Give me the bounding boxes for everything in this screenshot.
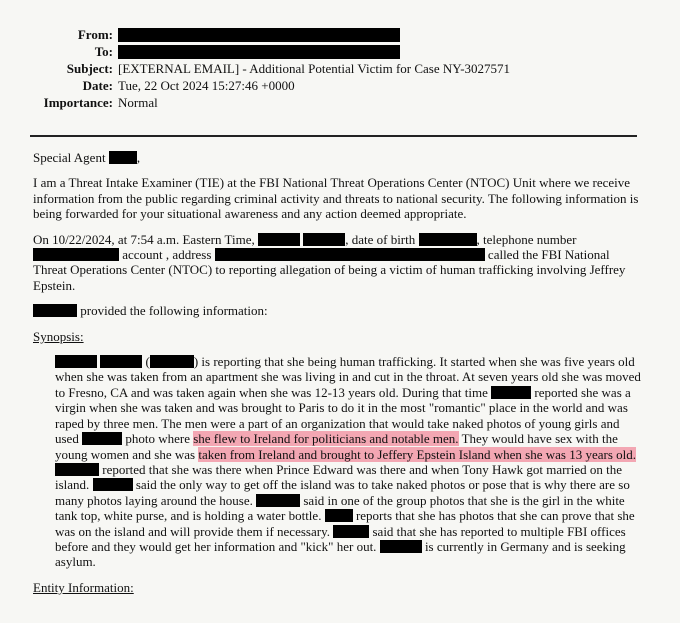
salutation-text: Special Agent [33, 150, 106, 165]
salutation-end: , [136, 150, 141, 165]
redaction-bar [215, 248, 485, 261]
syn-text-7: said the only way to get off the island was to take naked photos or pose that is why there are so many photos laying around the house. [55, 477, 630, 508]
to-row [0, 43, 680, 60]
redaction-bar [33, 248, 119, 261]
syn-text-3: reported she was a virgin when she was taken and was brought to Paris to do it in the most "romantic" place in the world and was raped by three men. The men were a part of an organization that would take naked photos of young girls and used [55, 384, 631, 447]
provided-line [33, 303, 643, 318]
intro-paragraph: I am a Threat Intake Examiner (TIE) at the FBI National Threat Operations Center (NTOC) Unit where we receive information from the public regarding criminal activity and threats to national security. The following information is being forwarded for your situational awareness and any action deemed appropriate. [33, 175, 639, 222]
from-label: From: [77, 27, 113, 42]
syn-text-1: ( [145, 354, 150, 370]
date-row [0, 77, 680, 94]
call-text-a: On 10/22/2024, at 7:54 a.m. Eastern Time, [33, 231, 255, 247]
redaction-bar [491, 386, 531, 399]
redaction-bar [118, 28, 400, 42]
importance-value: Normal [118, 95, 158, 110]
subject-row [0, 60, 680, 77]
syn-text-11: is currently in Germany and is seeking asylum. [55, 538, 626, 570]
call-text-d: account , address [122, 247, 212, 263]
redaction-bar [258, 233, 300, 246]
syn-text-6: reported that she was there when Prince Edward was there and when Tony Hawk got married on the island. [55, 461, 623, 493]
header-divider [30, 135, 637, 137]
importance-label: Importance: [43, 95, 113, 110]
redaction-bar [303, 233, 345, 246]
redaction-bar [256, 494, 300, 507]
syn-text-10: said that she has reported to multiple FBI offices before and they would get her information and "kick" her out. [55, 523, 626, 554]
syn-text-8: said in one of the group photos that she is the girl in the white tank top, white purse, and is holding a water bottle. [55, 492, 625, 524]
highlighted-text: taken from Ireland and brought to Jeffery Epstein Island when she was 13 years old. [198, 446, 637, 462]
entity-heading: Entity Information: [33, 579, 134, 595]
redaction-bar [93, 478, 133, 491]
call-text-b: , date of birth [345, 231, 416, 247]
redaction-bar [33, 304, 77, 317]
subject-value: [EXTERNAL EMAIL] - Additional Potential Victim for Case NY-3027571 [118, 61, 511, 76]
subject-label: Subject: [66, 61, 113, 76]
redaction-bar [55, 355, 97, 368]
redaction-bar [325, 509, 353, 522]
importance-row [0, 94, 680, 111]
syn-text-4: photo where [125, 431, 190, 447]
redaction-bar [118, 45, 400, 59]
highlighted-text: she flew to Ireland for politicians and notable men. [193, 431, 459, 447]
provided-text: provided the following information: [80, 303, 268, 319]
redaction-bar [109, 151, 137, 164]
redaction-bar [380, 540, 422, 553]
syn-text-9: reports that she has photos that she can prove that she was on the island and will provide them if necessary. [55, 508, 635, 539]
date-label: Date: [82, 78, 113, 93]
redaction-bar [100, 355, 142, 368]
synopsis-paragraph [55, 354, 643, 570]
call-text-e: called the FBI National Threat Operations Center (NTOC) to reporting allegation of being a victim of human trafficking involving Jeffrey Epstein. [33, 247, 626, 293]
email-header [0, 26, 680, 111]
redaction-bar [55, 463, 99, 476]
redaction-bar [150, 355, 194, 368]
redaction-bar [419, 233, 477, 246]
email-body [33, 150, 643, 595]
to-value [118, 43, 400, 60]
syn-text-5: They would have sex with the young women and she was [55, 431, 618, 462]
from-row [0, 26, 680, 43]
syn-text-2: ) is reporting that she being human trafficking. It started when she was five years old when she was taken from an apartment she was living in and cut in the throat. At seven years old she was moved to Fresno, CA and was taken again when she was 12-13 years old. During that time [55, 354, 641, 400]
date-value: Tue, 22 Oct 2024 15:27:46 +0000 [118, 78, 295, 93]
caller-paragraph [33, 232, 643, 294]
synopsis-heading: Synopsis: [33, 328, 84, 344]
from-value [118, 26, 400, 43]
salutation [33, 150, 643, 165]
redaction-bar [82, 432, 122, 445]
call-text-c: , telephone number [476, 231, 577, 247]
redaction-bar [333, 525, 369, 538]
to-label: To: [94, 44, 113, 59]
